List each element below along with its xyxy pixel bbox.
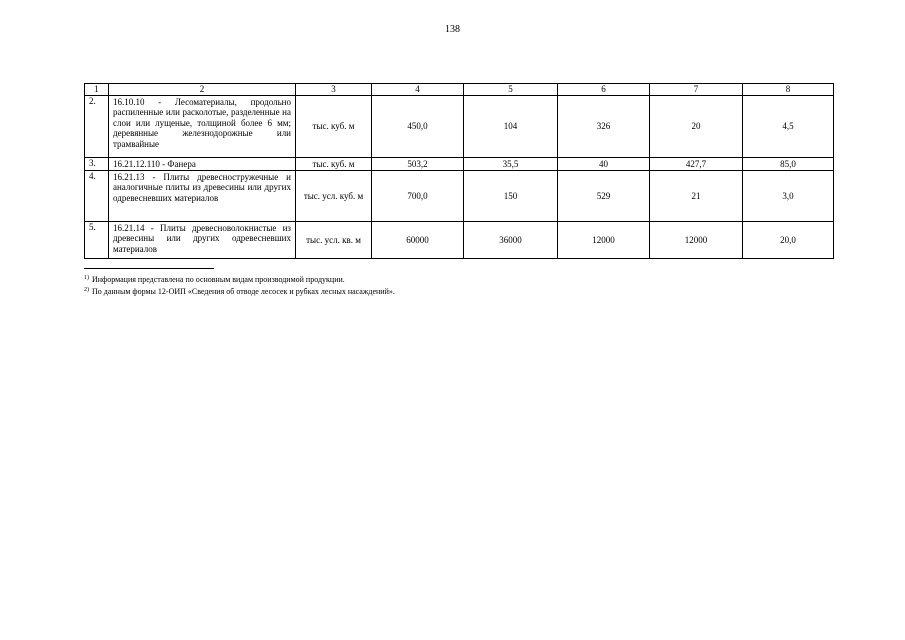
footnote-text: Информация представлена по основным видам производимой продукции. <box>92 275 345 284</box>
footnote <box>84 273 395 285</box>
product-name: 16.21.14 - Плиты древесноволокнистые из древесины или других одревесневших материалов <box>109 222 296 259</box>
footnote-separator <box>84 268 214 269</box>
table-header-row <box>85 84 834 96</box>
footnote <box>84 285 395 297</box>
product-name: 16.21.13 - Плиты древесностружечные и аналогичные плиты из древесины или других одревесневших материалов <box>109 171 296 222</box>
column-header: 6 <box>558 84 650 96</box>
value-cell: 40 <box>558 158 650 171</box>
unit-cell: тыс. куб. м <box>296 158 372 171</box>
value-cell: 36000 <box>464 222 558 259</box>
value-cell: 427,7 <box>650 158 743 171</box>
unit-cell: тыс. усл. кв. м <box>296 222 372 259</box>
product-name: 16.10.10 - Лесоматериалы, продольно распиленные или расколотые, разделенные на слои или лущеные, толщиной более 6 мм; деревянные железнодорожные или трамвайные <box>109 96 296 158</box>
column-header: 5 <box>464 84 558 96</box>
value-cell: 700,0 <box>372 171 464 222</box>
page-number: 138 <box>445 24 460 35</box>
row-number: 4. <box>85 171 109 222</box>
table-row <box>85 96 834 158</box>
unit-cell: тыс. усл. куб. м <box>296 171 372 222</box>
value-cell: 12000 <box>650 222 743 259</box>
column-header: 8 <box>743 84 834 96</box>
column-header: 2 <box>109 84 296 96</box>
column-header: 3 <box>296 84 372 96</box>
value-cell: 20,0 <box>743 222 834 259</box>
value-cell: 12000 <box>558 222 650 259</box>
footnote-mark: 2) <box>84 287 89 293</box>
unit-cell: тыс. куб. м <box>296 96 372 158</box>
value-cell: 150 <box>464 171 558 222</box>
column-header: 4 <box>372 84 464 96</box>
data-table <box>84 83 834 259</box>
table-row <box>85 158 834 171</box>
product-name: 16.21.12.110 - Фанера <box>109 158 296 171</box>
footnotes <box>84 273 395 297</box>
footnote-mark: 1) <box>84 275 89 281</box>
value-cell: 85,0 <box>743 158 834 171</box>
value-cell: 20 <box>650 96 743 158</box>
value-cell: 450,0 <box>372 96 464 158</box>
column-header: 7 <box>650 84 743 96</box>
row-number: 3. <box>85 158 109 171</box>
footnote-text: По данным формы 12-ОИП «Сведения об отводе лесосек и рубках лесных насаждений». <box>92 287 395 296</box>
row-number: 2. <box>85 96 109 158</box>
value-cell: 326 <box>558 96 650 158</box>
value-cell: 104 <box>464 96 558 158</box>
value-cell: 503,2 <box>372 158 464 171</box>
value-cell: 21 <box>650 171 743 222</box>
value-cell: 4,5 <box>743 96 834 158</box>
value-cell: 3,0 <box>743 171 834 222</box>
row-number: 5. <box>85 222 109 259</box>
value-cell: 60000 <box>372 222 464 259</box>
table-row <box>85 222 834 259</box>
value-cell: 529 <box>558 171 650 222</box>
column-header: 1 <box>85 84 109 96</box>
value-cell: 35,5 <box>464 158 558 171</box>
table-row <box>85 171 834 222</box>
